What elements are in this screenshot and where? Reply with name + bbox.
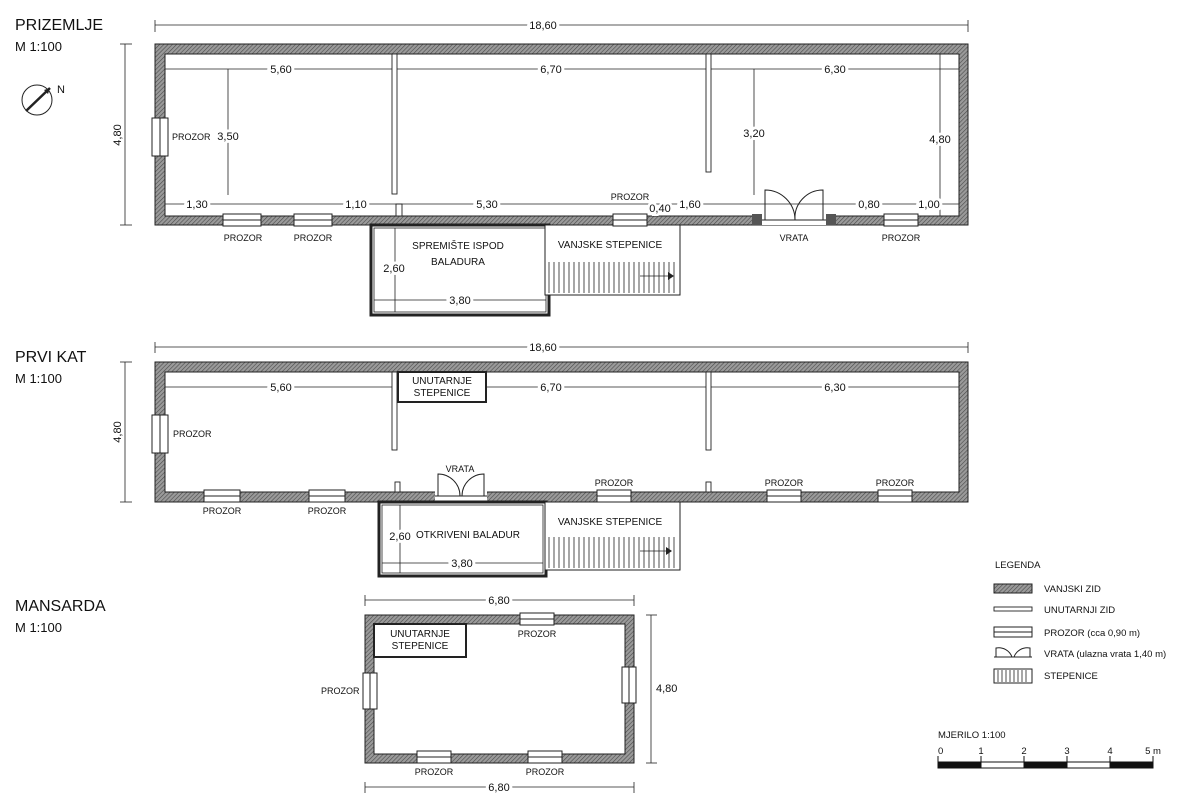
- ground-wall-stub: [396, 204, 402, 216]
- window-label: PROZOR: [517, 629, 557, 639]
- dim-seg-4: 0,40: [649, 203, 671, 215]
- first-floor-plan: [15, 342, 968, 576]
- dim-height: 4,80: [656, 683, 678, 695]
- door-icon: [994, 648, 1032, 657]
- scale-bar-tick-label: 4: [1107, 746, 1113, 757]
- window-label: PROZOR: [173, 429, 212, 439]
- ground-interior-wall-1: [392, 54, 397, 194]
- dim-height: 4,80: [112, 124, 124, 146]
- scale-bar-tick-label: 1: [978, 746, 984, 757]
- scale-bar-title: MJERILO 1:100: [938, 730, 1006, 741]
- dim-height-right: 4,80: [929, 134, 951, 146]
- legend-item: PROZOR (cca 0,90 m): [1044, 628, 1141, 639]
- window-icon: [152, 415, 168, 453]
- dim-mid-room: 6,70: [540, 382, 562, 394]
- window-label: PROZOR: [307, 506, 347, 516]
- window-icon: [223, 214, 261, 226]
- dim-inner-height-right: 3,20: [743, 128, 765, 140]
- dim-left-room: 5,60: [270, 382, 292, 394]
- exterior-wall-swatch: [994, 584, 1032, 593]
- legend-item: STEPENICE: [1044, 671, 1098, 682]
- dim-porch-height: 2,60: [383, 263, 405, 275]
- dim-left-room: 5,60: [270, 64, 292, 76]
- int-stairs-label-2: STEPENICE: [413, 388, 471, 399]
- window-icon: [363, 673, 377, 709]
- window-label: PROZOR: [764, 478, 804, 488]
- ground-floor-title: PRIZEMLJE: [15, 17, 104, 34]
- dim-seg-6: 0,80: [858, 199, 880, 211]
- window-icon: [520, 613, 554, 625]
- door-icon: [762, 190, 826, 225]
- dim-width-top: 6,80: [488, 595, 510, 607]
- dim-total: 18,60: [529, 342, 557, 354]
- attic-title: MANSARDA: [15, 598, 106, 615]
- scale-bar-tick-label: 3: [1064, 746, 1070, 757]
- first-interior-wall-1: [392, 372, 397, 450]
- scale-bar-segment: [1110, 762, 1153, 768]
- scale-bar-ticks: [938, 746, 1161, 762]
- storage-label-1: SPREMIŠTE ISPOD: [412, 241, 504, 252]
- first-interior-wall-2: [706, 372, 711, 450]
- window-label: PROZOR: [594, 478, 634, 488]
- window-icon: [878, 490, 912, 502]
- porch-label: OTKRIVENI BALADUR: [416, 530, 520, 541]
- north-arrow-icon: [22, 85, 52, 115]
- attic-scale: M 1:100: [15, 620, 62, 635]
- ground-floor-scale: M 1:100: [15, 39, 62, 54]
- first-external-stairs: [545, 502, 680, 570]
- dim-seg-7: 1,00: [918, 199, 940, 211]
- dim-porch-width: 3,80: [451, 558, 473, 570]
- dim-height: 4,80: [112, 421, 124, 443]
- door-label: VRATA: [445, 464, 475, 474]
- window-label: PROZOR: [293, 233, 333, 243]
- int-stairs-label-1: UNUTARNJE: [390, 629, 450, 640]
- window-label: PROZOR: [223, 233, 263, 243]
- dim-total: 18,60: [529, 20, 557, 32]
- window-label: PROZOR: [202, 506, 242, 516]
- storage-label-2: BALADURA: [431, 257, 485, 268]
- scale-bar-segment: [938, 762, 981, 768]
- window-icon: [309, 490, 345, 502]
- int-stairs-label-1: UNUTARNJE: [412, 376, 472, 387]
- legend-item: UNUTARNJI ZID: [1044, 605, 1116, 616]
- dim-porch-width: 3,80: [449, 295, 471, 307]
- dim-seg-3: 5,30: [476, 199, 498, 211]
- scale-bar-segment: [1067, 762, 1110, 768]
- window-icon: [597, 490, 631, 502]
- legend-title: LEGENDA: [995, 560, 1041, 571]
- window-label: PROZOR: [414, 767, 454, 777]
- legend: [994, 560, 1166, 683]
- window-icon: [884, 214, 918, 226]
- window-icon: [622, 667, 636, 703]
- int-stairs-label-2: STEPENICE: [391, 641, 449, 652]
- window-label: PROZOR: [875, 478, 915, 488]
- dim-right-room: 6,30: [824, 382, 846, 394]
- scale-bar-segment: [1024, 762, 1067, 768]
- dim-seg-1: 1,30: [186, 199, 208, 211]
- door-icon: [435, 474, 487, 502]
- interior-wall-swatch: [994, 607, 1032, 611]
- window-label: PROZOR: [881, 233, 921, 243]
- dim-porch-height: 2,60: [389, 531, 411, 543]
- door-label: VRATA: [779, 233, 809, 243]
- legend-item: VANJSKI ZID: [1044, 584, 1101, 595]
- ground-external-stairs: [545, 225, 680, 295]
- window-icon: [994, 627, 1032, 637]
- scale-bar-segment: [981, 762, 1024, 768]
- window-icon: [152, 118, 168, 156]
- ground-floor-plan: [15, 17, 968, 315]
- ground-interior-wall-2: [706, 54, 711, 172]
- window-icon: [528, 751, 562, 763]
- first-floor-scale: M 1:100: [15, 371, 62, 386]
- scale-bar-tick-label: 0: [938, 746, 944, 757]
- dim-width-bottom: 6,80: [488, 782, 510, 794]
- scale-bar-tick-label: 5 m: [1145, 746, 1161, 757]
- attic-plan: [15, 595, 677, 794]
- window-icon: [417, 751, 451, 763]
- dim-mid-room: 6,70: [540, 64, 562, 76]
- window-icon: [204, 490, 240, 502]
- window-icon: [767, 490, 801, 502]
- ext-stairs-label: VANJSKE STEPENICE: [557, 240, 663, 251]
- scale-bar-segments: [938, 762, 1153, 768]
- legend-item: VRATA (ulazna vrata 1,40 m): [1044, 649, 1167, 660]
- window-label: PROZOR: [172, 132, 211, 142]
- dim-inner-height-left: 3,50: [217, 131, 239, 143]
- dim-right-room: 6,30: [824, 64, 846, 76]
- window-icon: [294, 214, 332, 226]
- window-icon: [613, 214, 647, 226]
- dim-seg-5: 1,60: [679, 199, 701, 211]
- dim-seg-2: 1,10: [345, 199, 367, 211]
- window-label: PROZOR: [610, 192, 650, 202]
- north-label: N: [57, 84, 65, 96]
- scale-bar-tick-label: 2: [1021, 746, 1027, 757]
- ext-stairs-label: VANJSKE STEPENICE: [557, 517, 663, 528]
- scale-bar: [938, 730, 1161, 768]
- window-label: PROZOR: [525, 767, 565, 777]
- window-label: PROZOR: [321, 686, 360, 696]
- first-floor-title: PRVI KAT: [15, 349, 87, 366]
